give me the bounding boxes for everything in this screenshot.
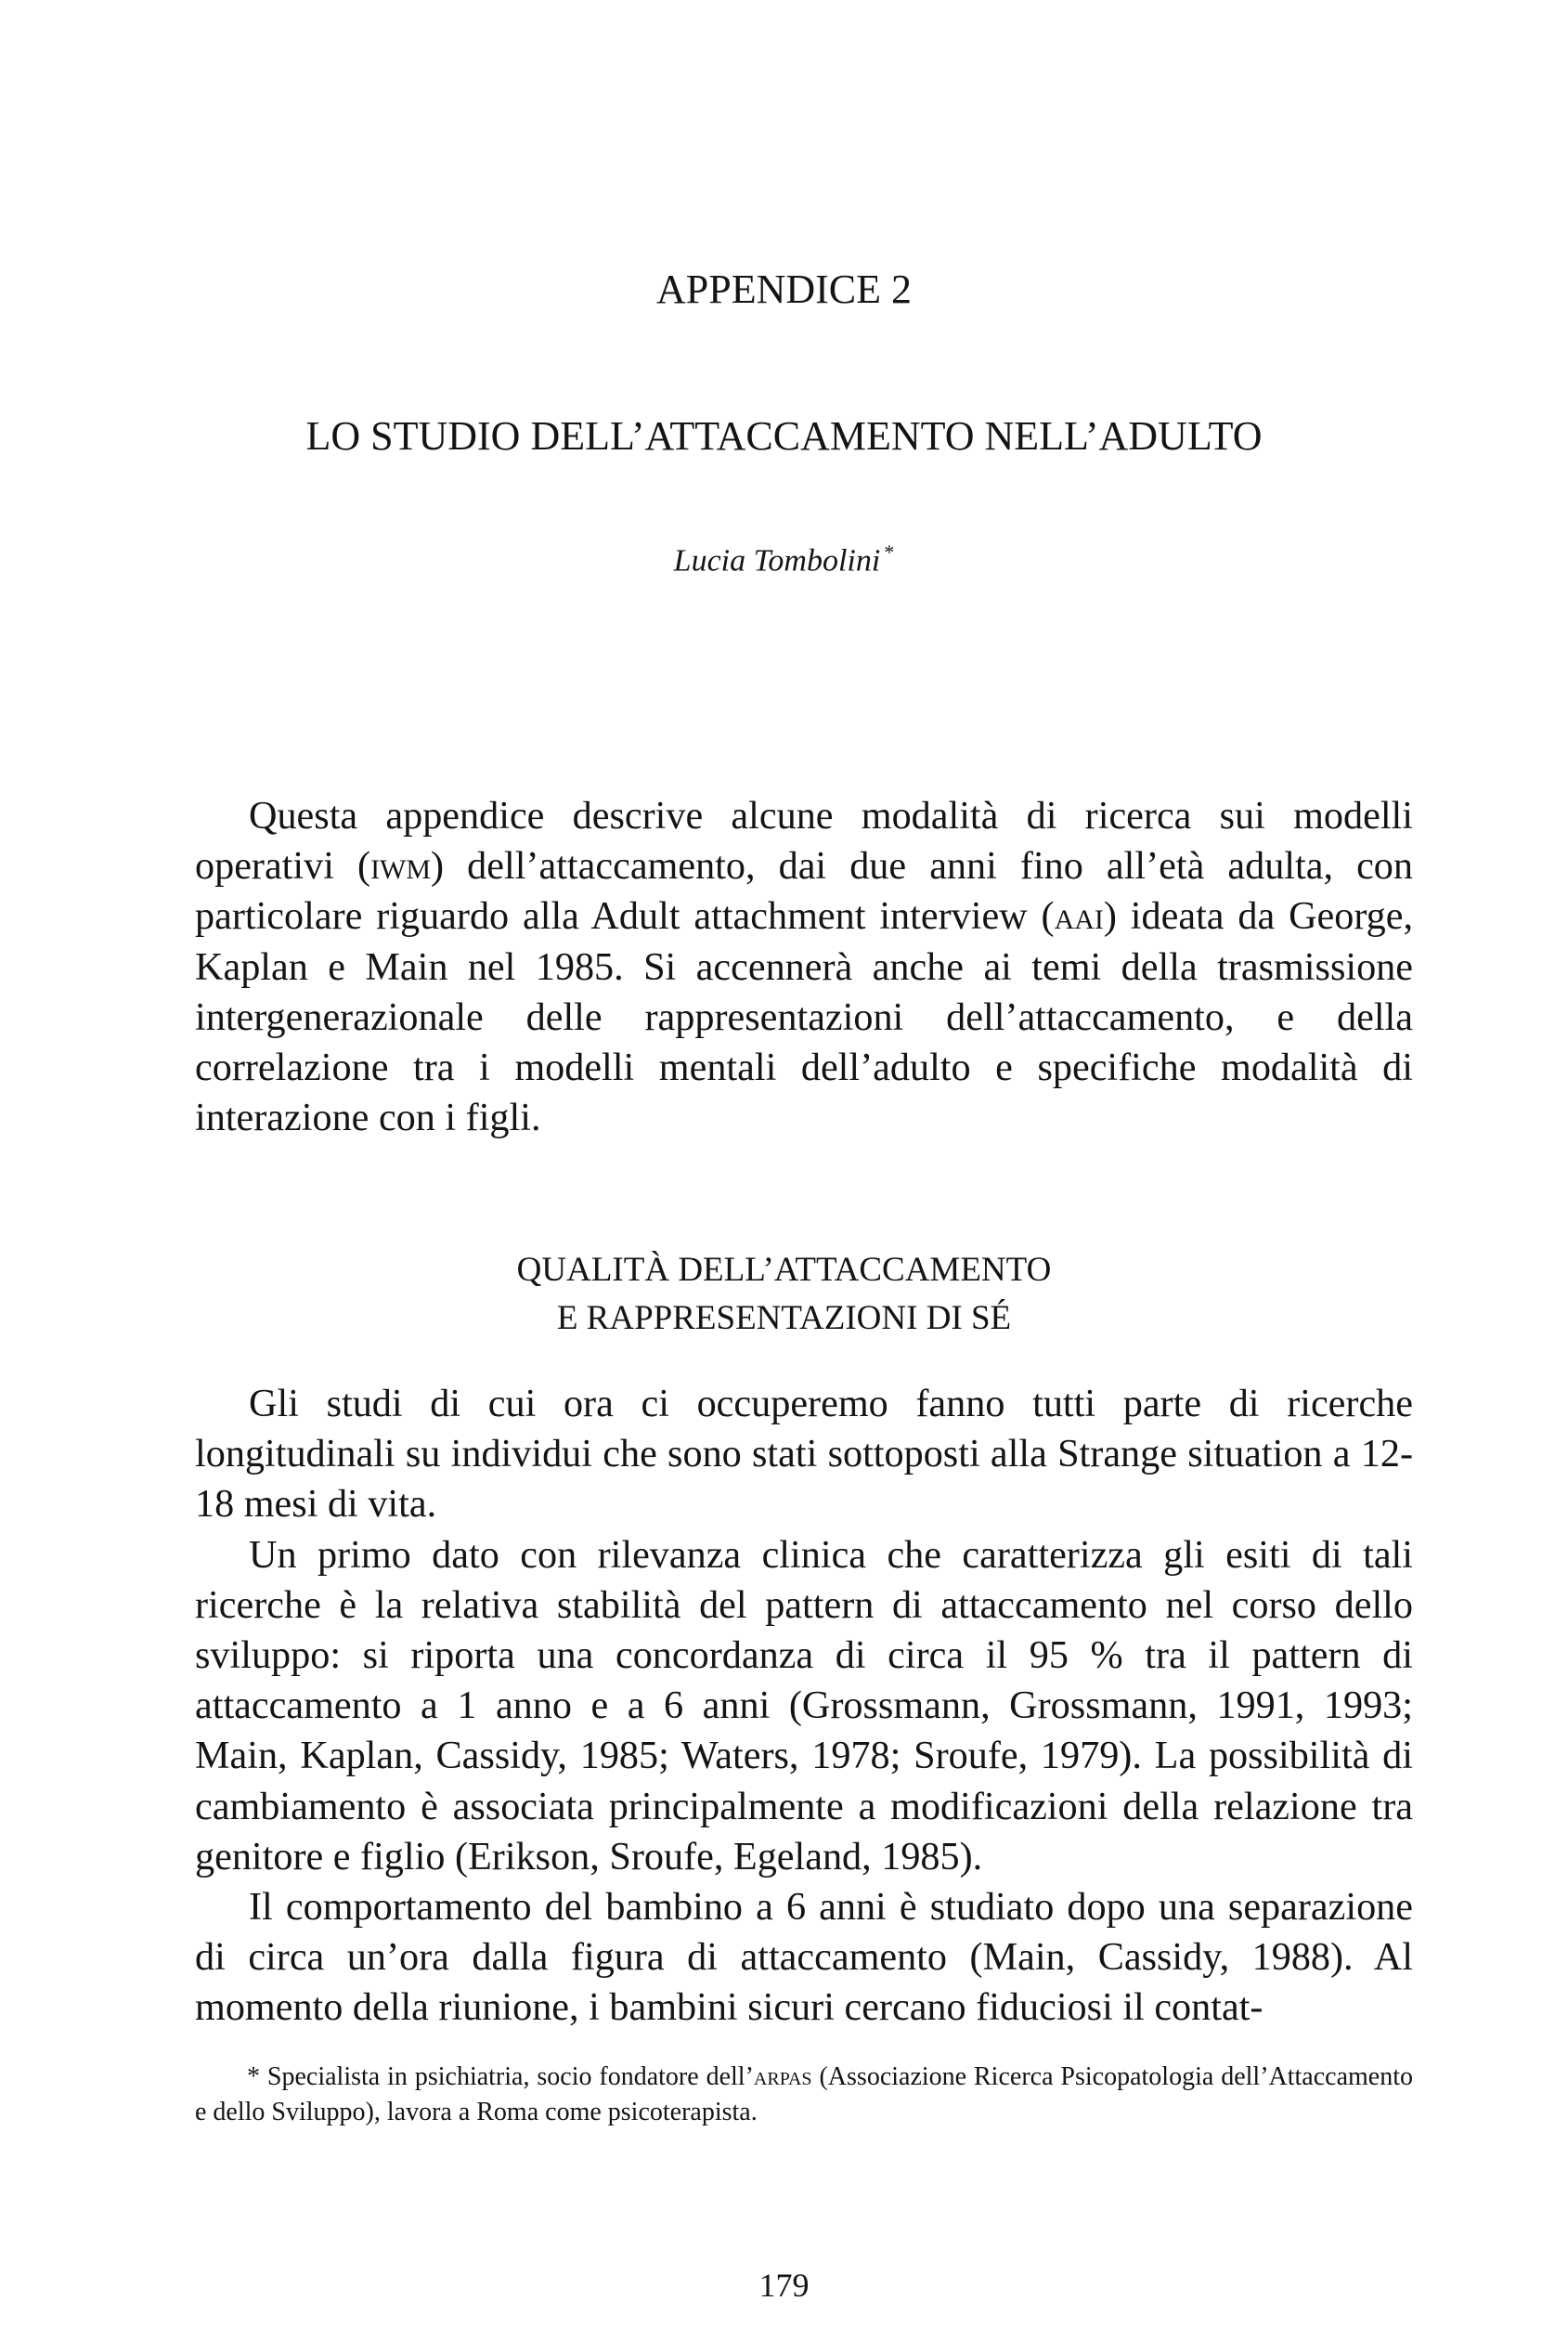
intro-abstract — [195, 791, 1413, 1143]
chapter-title: LO STUDIO DELL’ATTACCAMENTO NELL’ADULTO — [305, 413, 1263, 459]
intro-text: Questa appendice descrive alcune modalità di ricerca sui modelli operativi ( — [195, 794, 1413, 889]
abbr-iwm: iwm — [370, 844, 432, 889]
author-name: Lucia Tombolini — [673, 543, 881, 578]
appendix-title: APPENDICE 2 — [655, 266, 913, 312]
footnote-marker: * — [247, 2062, 260, 2091]
abbr-aai: aai — [1054, 894, 1104, 939]
page-number: 179 — [758, 2267, 810, 2304]
section-heading-line-2: E RAPPRESENTAZIONI DI SÉ — [556, 1299, 1012, 1337]
footnote-text: (Associazione Ricerca Psicopatologia dell’Attaccamento e dello Sviluppo), lavora a Roma come psicoterapista. — [195, 2062, 1413, 2126]
section-heading — [0, 1246, 1568, 1343]
intro-text: ) ideata da George, Kaplan e Main nel 1985. Si accennerà anche ai temi della trasmissione intergenerazionale delle rappresentazioni dell’attaccamento, e della correlazione tra i modelli mentali dell’adulto e specifiche modalità di interazione con i figli. — [195, 894, 1414, 1140]
footnote-text: Specialista in psichiatria, socio fondatore dell’ — [266, 2062, 754, 2091]
body-paragraph: Gli studi di cui ora ci occuperemo fanno tutti parte di ricerche longitudinali su individui che sono stati sottoposti alla Strange situation a 12-18 mesi di vita. — [195, 1382, 1413, 1527]
body-text — [195, 1379, 1413, 2034]
intro-text: ) dell’attaccamento, dai due anni fino all’età adulta, con particolare riguardo alla Adult attachment interview ( — [195, 844, 1413, 939]
abbr-arpas: arpas — [753, 2062, 812, 2091]
body-paragraph: Il comportamento del bambino a 6 anni è studiato dopo una separazione di circa un’ora dalla figura di attaccamento (Main, Cassidy, 1988). Al momento della riunione, i bambini sicuri cercano fiduciosi il contat- — [195, 1885, 1413, 2030]
section-heading-line-1: QUALITÀ DELL’ATTACCAMENTO — [516, 1251, 1052, 1289]
body-paragraph: Un primo dato con rilevanza clinica che caratterizza gli esiti di tali ricerche è la relativa stabilità del pattern di attaccamento nel corso dello sviluppo: si riporta una concordanza di circa il 95 % tra il pattern di attaccamento a 1 anno e a 6 anni (Grossmann, Grossmann, 1991, 1993; Main, Kaplan, Cassidy, 1985; Waters, 1978; Sroufe, 1979). La possibilità di cambiamento è associata principalmente a modificazioni della relazione tra genitore e figlio (Erikson, Sroufe, Egeland, 1985). — [195, 1532, 1413, 1878]
intro-paragraph — [195, 791, 1413, 1143]
author-line — [0, 540, 1568, 578]
footnote — [195, 2060, 1413, 2130]
author-footnote-marker: * — [884, 540, 895, 564]
